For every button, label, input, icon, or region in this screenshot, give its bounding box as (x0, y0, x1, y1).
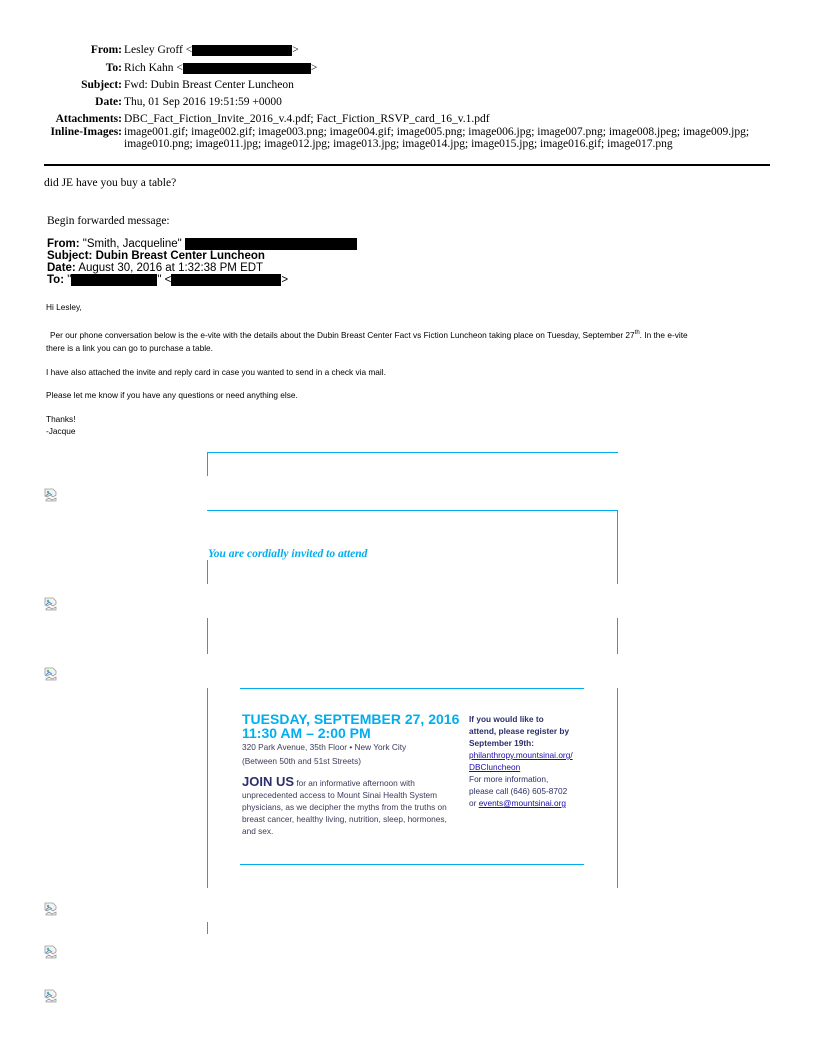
event-time: 11:30 AM – 2:00 PM (242, 725, 371, 741)
event-date-time (242, 712, 459, 740)
begin-forwarded-label: Begin forwarded message: (47, 215, 170, 227)
thanks: Thanks! (46, 414, 76, 424)
info-line-3 (469, 797, 589, 809)
forwarded-subject-label: Subject: (47, 250, 93, 262)
event-date: TUESDAY, SEPTEMBER 27, 2016 (242, 711, 460, 727)
header-date-value: Thu, 01 Sep 2016 19:51:59 +0000 (124, 96, 282, 108)
event-description (242, 776, 456, 837)
broken-image-icon (44, 989, 58, 1003)
header-subject-label: Subject: (81, 79, 122, 91)
join-us-heading: JOIN US (242, 774, 295, 789)
redaction-bar (185, 238, 357, 250)
greeting: Hi Lesley, (46, 302, 82, 312)
invite-frame-line (207, 510, 618, 511)
broken-image-icon (44, 667, 58, 681)
invite-frame-line (240, 688, 584, 689)
redaction-bar (192, 45, 292, 56)
register-panel (469, 713, 589, 809)
register-link[interactable] (469, 750, 573, 772)
header-to-value: Rich Kahn < (124, 62, 183, 74)
invite-frame-line (617, 510, 618, 584)
header-divider (44, 164, 770, 166)
header-from-value: Lesley Groff < (124, 44, 193, 56)
forwarded-subject-value: Dubin Breast Center Luncheon (95, 250, 265, 262)
register-line-3: September 19th: (469, 738, 535, 748)
invite-frame-line (617, 618, 618, 654)
paragraph-1-sup: th (634, 330, 640, 337)
paragraph-2: I have also attached the invite and reply card in case you wanted to send in a check via mail. (46, 367, 386, 377)
invite-cordially-text: You are cordially invited to attend (208, 548, 368, 560)
forwarded-to-open: " (67, 274, 72, 287)
invite-frame-line (207, 560, 208, 584)
info-prefix: or (469, 798, 479, 808)
register-line-1: If you would like to (469, 714, 544, 724)
header-inline-images-label: Inline-Images: (50, 126, 122, 138)
paragraph-1-text: Per our phone conversation below is the e-vite with the details about the Dubin Breast Center Fact vs Fiction Luncheon taking place on Tuesday, September 27 (50, 330, 635, 340)
forwarded-to-mid: " < (157, 274, 172, 287)
redaction-bar (71, 274, 157, 286)
broken-image-icon (44, 945, 58, 959)
register-line-2: attend, please register by (469, 726, 570, 736)
header-attachments-value[interactable]: DBC_Fact_Fiction_Invite_2016_v.4.pdf; Fact_Fiction_RSVP_card_16_v.1.pdf (124, 113, 490, 125)
invite-frame-line (207, 688, 208, 888)
header-to-label: To: (105, 62, 122, 74)
events-email-link[interactable]: events@mountsinai.org (478, 798, 566, 808)
forwarded-date-row (47, 262, 263, 274)
event-address: 320 Park Avenue, 35th Floor • New York City (242, 742, 407, 752)
register-link-part-2: DBCluncheon (469, 762, 521, 772)
reply-text: did JE have you buy a table? (44, 177, 177, 189)
invite-frame-line (207, 922, 208, 934)
header-attachments-label: Attachments: (55, 113, 122, 125)
broken-image-icon (44, 597, 58, 611)
paragraph-1-cont: there is a link you can go to purchase a table. (46, 343, 213, 353)
forwarded-from-row (47, 238, 357, 250)
redaction-bar (171, 274, 281, 286)
forwarded-to-close: > (281, 274, 289, 287)
forwarded-to-row (47, 274, 288, 286)
invite-frame-line (617, 688, 618, 888)
header-subject-value: Fwd: Dubin Breast Center Luncheon (124, 79, 294, 91)
join-us-text: for an informative afternoon with unprecedented access to Mount Sinai Health System physicians, as we decipher the myths from the truths on breast cancer, healthy living, nutrition, sleep, hormones, and sex. (242, 778, 447, 836)
forwarded-to-label: To: (47, 274, 65, 287)
invite-frame-line (207, 452, 618, 453)
broken-image-icon (44, 902, 58, 916)
info-line-1: For more information, (469, 774, 549, 784)
forwarded-from-value: "Smith, Jacqueline" (82, 238, 182, 251)
invite-frame-line (207, 452, 208, 476)
info-line-2: please call (646) 605-8702 (469, 786, 568, 796)
event-cross-streets: (Between 50th and 51st Streets) (242, 756, 361, 766)
header-inline-images-value-2: image010.png; image011.jpg; image012.jpg; image013.jpg; image014.jpg; image015.jpg; image016.gif; image017.png (124, 138, 673, 150)
register-link-part-1: philanthropy.mountsinai.org/ (469, 750, 573, 760)
forwarded-date-label: Date: (47, 262, 76, 274)
redaction-bar (183, 63, 311, 74)
forwarded-subject-row (47, 250, 265, 262)
invite-frame-line (207, 618, 208, 654)
forwarded-from-label: From: (47, 238, 80, 251)
forwarded-date-value: August 30, 2016 at 1:32:38 PM EDT (78, 262, 264, 274)
header-date-label: Date: (95, 96, 122, 108)
broken-image-icon (44, 488, 58, 502)
header-to-close: > (310, 62, 318, 74)
invite-frame-line (240, 864, 584, 865)
paragraph-1 (50, 330, 688, 340)
paragraph-1-end: . In the e-vite (639, 330, 688, 340)
paragraph-3: Please let me know if you have any questions or need anything else. (46, 390, 298, 400)
header-inline-images-value-1: image001.gif; image002.gif; image003.png; image004.gif; image005.png; image006.jpg; image007.png; image008.jpeg; image009.jpg; (124, 126, 750, 138)
signature: -Jacque (46, 426, 76, 436)
header-from-label: From: (90, 44, 122, 56)
header-from-close: > (292, 44, 299, 56)
